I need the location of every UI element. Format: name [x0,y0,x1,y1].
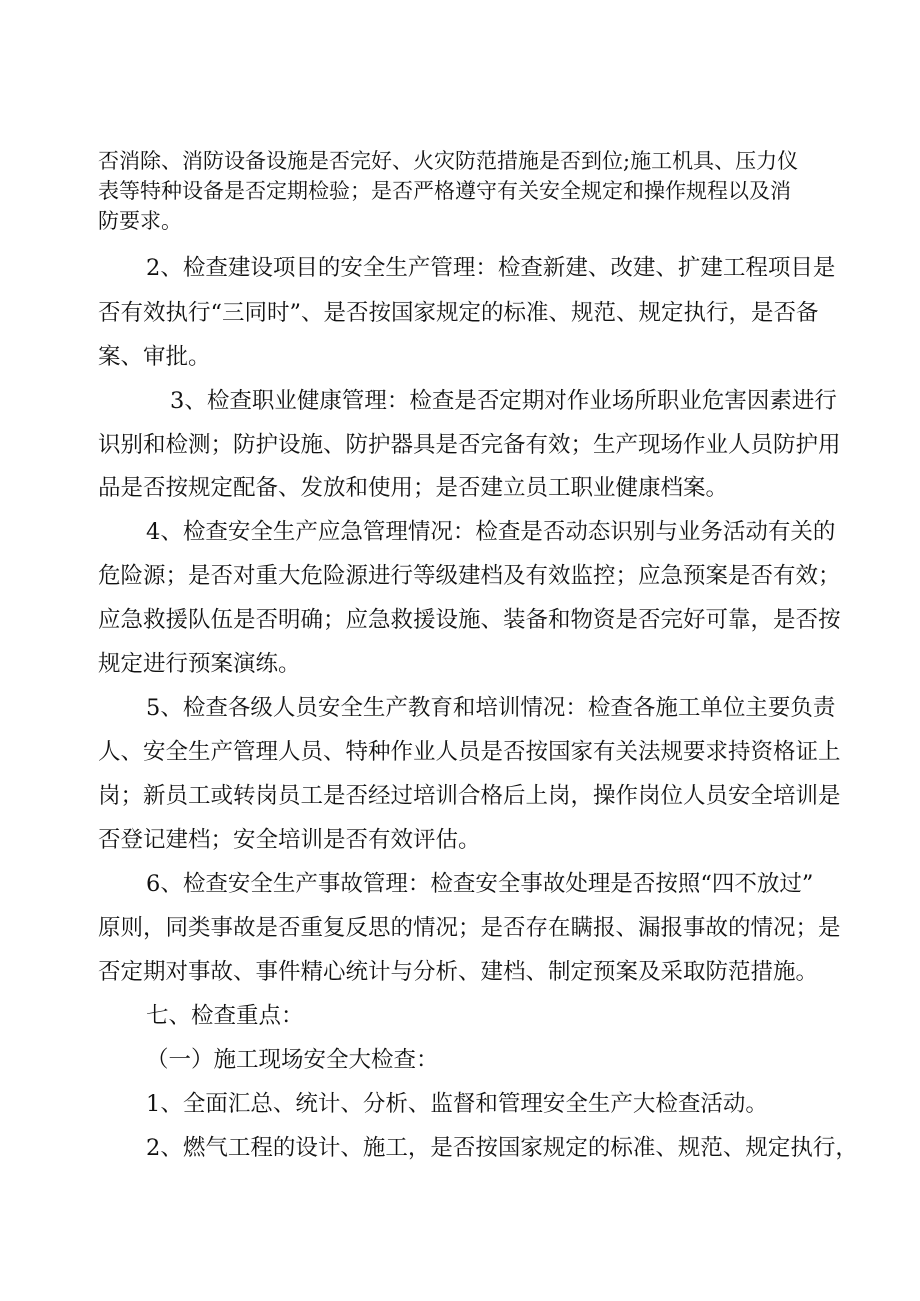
text-line: 识别和检测；防护设施、防护器具是否完备有效；生产现场作业人员防护用 [98,432,841,458]
text-line: 否消除、消防设备设施是否完好、火灾防范措施是否到位;施工机具、压力仪 [98,149,799,173]
section-heading: 七、检查重点： [146,1003,304,1029]
text-line: 2、燃气工程的设计、施工，是否按国家规定的标准、规范、规定执行， [146,1135,858,1161]
text-line: 2、检查建设项目的安全生产管理：检查新建、改建、扩建工程项目是 [146,255,836,281]
text-line: 危险源；是否对重大危险源进行等级建档及有效监控；应急预案是否有效； [98,563,841,589]
text-line: 否有效执行“三同时”、是否按国家规定的标准、规范、规定执行，是否备 [98,300,819,326]
text-line: 人、安全生产管理人员、特种作业人员是否按国家有关法规要求持资格证上 [98,739,841,765]
text-line: 否登记建档；安全培训是否有效评估。 [98,827,481,853]
text-line: 5、检查各级人员安全生产教育和培训情况：检查各施工单位主要负责 [146,695,836,721]
text-line: 6、检查安全生产事故管理：检查安全事故处理是否按照“四不放过” [146,871,814,897]
text-line: 案、审批。 [98,344,211,370]
text-line: 原则，同类事故是否重复反思的情况；是否存在瞒报、漏报事故的情况；是 [98,915,841,941]
text-line: 规定进行预案演练。 [98,651,301,677]
text-line: 否定期对事故、事件精心统计与分析、建档、制定预案及采取防范措施。 [98,959,819,985]
text-line: 3、检查职业健康管理：检查是否定期对作业场所职业危害因素进行 [170,388,837,414]
text-line: 表等特种设备是否定期检验；是否严格遵守有关安全规定和操作规程以及消 [98,179,791,203]
text-line: 应急救援队伍是否明确；应急救援设施、装备和物资是否完好可靠，是否按 [98,607,841,633]
text-line: 防要求。 [98,209,182,233]
text-line: 岗；新员工或转岗员工是否经过培训合格后上岗，操作岗位人员安全培训是 [98,783,841,809]
text-line: 4、检查安全生产应急管理情况：检查是否动态识别与业务活动有关的 [146,519,836,545]
text-line: 1、全面汇总、统计、分析、监督和管理安全生产大检查活动。 [146,1091,768,1117]
text-line: 品是否按规定配备、发放和使用；是否建立员工职业健康档案。 [98,475,729,501]
subsection-heading: （一）施工现场安全大检查： [146,1047,439,1073]
